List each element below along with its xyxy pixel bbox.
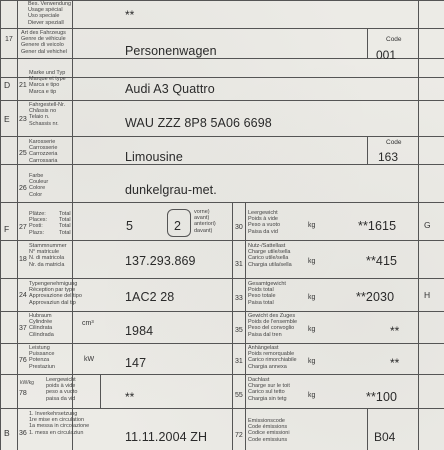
field-number: 25	[19, 150, 27, 157]
field-number: 26	[19, 185, 27, 192]
code-box-divider-1	[367, 28, 368, 58]
roof-load-value: **100	[366, 390, 398, 404]
first-registration-label: 1. Inverkehrsetzung 1re mise en circulation 1a messa in circolazione 1. mess en circulaziun	[29, 411, 90, 436]
field-number: 17	[5, 36, 13, 43]
border-left	[0, 0, 1, 450]
code-label: Code	[386, 139, 402, 146]
emission-code-value: B04	[374, 430, 396, 444]
chassis-value: WAU ZZZ 8P8 5A06 6698	[125, 116, 272, 130]
kwkg-prefix: kW/kg	[20, 380, 34, 386]
side-letter: G	[424, 220, 431, 230]
power-value: 147	[125, 356, 147, 370]
places-total-value: 5	[126, 219, 134, 233]
unit: kW	[84, 356, 95, 363]
field-number: 21	[19, 82, 27, 89]
field-number: 31	[235, 358, 243, 365]
unit: cm³	[82, 320, 94, 327]
code-box-divider-2	[367, 136, 368, 164]
side-letter: H	[424, 290, 431, 300]
power-label: Leistung Puissance Potenza Prestaziun	[29, 345, 55, 370]
train-weight-label: Gewicht des Zuges Poids de l'ensemble Peso del convoglio Paisa dal tren	[248, 313, 298, 338]
line	[0, 164, 444, 165]
right-margin-line	[418, 0, 419, 450]
make-type-label: Marke und Typ Marque et type Marca e tipo Marca e tip	[29, 70, 66, 95]
line	[0, 311, 444, 312]
unit: kg	[308, 222, 316, 229]
front-seats-label: vorne) avant) anteriori) davant)	[194, 209, 216, 234]
payload-label: Nutz-/Sattellast Charge utile/sella Carico utile/sella Chargia utila/sella	[248, 243, 292, 268]
field-number: 72	[235, 432, 243, 439]
margin-line	[17, 0, 18, 450]
field-number: 24	[19, 292, 27, 299]
unit: kg	[308, 392, 316, 399]
first-registration-value: 11.11.2004 ZH	[125, 430, 208, 444]
code-label: Code	[386, 36, 402, 43]
line	[0, 28, 444, 29]
color-label: Farbe Couleur Colore Color	[29, 173, 49, 198]
side-letter: B	[4, 428, 10, 438]
vehicle-type-value: Personenwagen	[125, 44, 217, 58]
payload-value: **415	[366, 254, 398, 268]
field-number: 33	[235, 295, 243, 302]
field-number: 30	[235, 224, 243, 231]
power-weight-label: Leergewicht poids à vide peso a vuoto paisa da vid	[46, 377, 78, 402]
body-code: 163	[378, 150, 399, 164]
train-weight-value: **	[390, 324, 400, 338]
total-weight-value: **2030	[356, 290, 395, 304]
type-approval-value: 1AC2 28	[125, 290, 175, 304]
color-value: dunkelgrau-met.	[125, 183, 217, 197]
field-number: 55	[235, 392, 243, 399]
vehicle-type-label: Art des Fahrzeugs Genre de véhicule Genere di veicolo Gener dal vehichel	[21, 30, 67, 55]
line	[0, 343, 444, 344]
line	[0, 100, 444, 101]
trailer-load-label: Anhängelast Poids remorquable Carico rimorchiabile Chargia annexa	[248, 345, 297, 370]
usage-value: **	[125, 8, 135, 22]
chassis-label: Fahrgestell-Nr. Châssis no Telaio n. Schassis nr.	[29, 102, 66, 127]
serial-number-label: Stammnummer N° matricule N. di matricola Nr. da matricla	[29, 243, 67, 268]
body-value: Limousine	[125, 150, 183, 164]
places-total-word: Total Total Total Total	[59, 211, 71, 236]
roof-load-label: Dachlast Charge sur le toit Carico sul tetto Chargia sin tetg	[248, 377, 290, 402]
displacement-value: 1984	[125, 324, 154, 338]
unit: kg	[308, 358, 316, 365]
line	[0, 374, 444, 375]
places-label: Plätze: Places: Posti: Plazs:	[29, 211, 48, 236]
code-box-divider-3	[367, 408, 368, 450]
line	[0, 240, 444, 241]
type-approval-label: Typengenehmigung Réception par type Approvazione del tipo Approvaziun dal tip	[29, 281, 82, 306]
kwkg-line	[100, 374, 101, 408]
line	[0, 136, 444, 137]
empty-weight-value: **1615	[358, 219, 397, 233]
side-letter: F	[4, 224, 10, 234]
displacement-label: Hubraum Cylindrée Cilindrata Cilindrada	[29, 313, 54, 338]
field-number: 23	[19, 116, 27, 123]
line	[0, 77, 444, 78]
serial-number-value: 137.293.869	[125, 254, 196, 268]
body-label: Karosserie Carrosserie Carrozzeria Carrossaria	[29, 139, 58, 164]
line	[0, 408, 444, 409]
vehicle-type-code: 001	[376, 48, 397, 62]
line	[0, 202, 444, 203]
line	[0, 278, 444, 279]
trailer-load-value: **	[390, 356, 400, 370]
unit: kg	[308, 294, 316, 301]
field-number: 37	[19, 325, 27, 332]
unit: kg	[308, 326, 316, 333]
field-number: 78	[19, 390, 27, 397]
total-weight-label: Gesamtgewicht Poids total Peso totale Paisa total	[248, 281, 286, 306]
unit: kg	[308, 258, 316, 265]
emission-code-label: Emissionscode Code émissions Codice emissioni Code emissiuns	[248, 418, 290, 443]
places-front-value: 2	[174, 219, 182, 233]
field-number: 31	[235, 261, 243, 268]
field-number: 35	[235, 327, 243, 334]
field-number: 76	[19, 357, 27, 364]
empty-weight-label: Leergewicht Poids à vide Peso a vuoto Paisa da vid	[248, 210, 281, 235]
usage-label: Bes. Verwendung Usage spécial Uso speciale Diever speziall	[28, 1, 72, 26]
field-number: 36	[19, 430, 27, 437]
side-letter: D	[4, 80, 11, 90]
make-type-value: Audi A3 Quattro	[125, 82, 215, 96]
power-weight-value: **	[125, 390, 135, 404]
side-letter: E	[4, 114, 10, 124]
field-number: 27	[19, 224, 27, 231]
field-number: 18	[19, 256, 27, 263]
